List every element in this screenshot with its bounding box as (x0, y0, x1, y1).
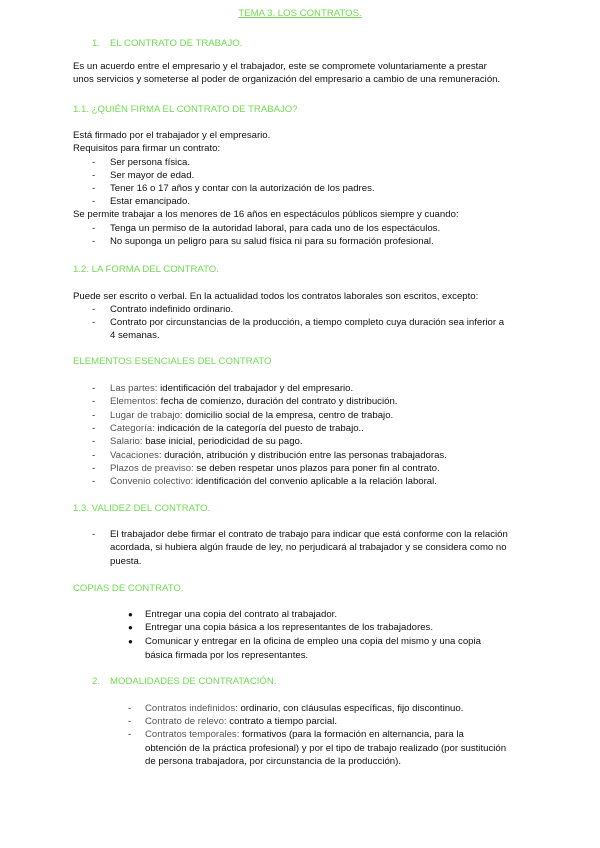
section-heading: EL CONTRATO DE TRABAJO. (110, 38, 243, 49)
item-label: Contratos indefinidos: (145, 703, 238, 714)
list-item (110, 435, 303, 448)
dash-marker: - (92, 450, 96, 461)
item-label: Plazos de preaviso: (110, 463, 194, 474)
list-item (145, 702, 463, 715)
list-item (110, 462, 440, 475)
list-item-continuation: puesta. (110, 556, 142, 567)
list-item: Contrato por circunstancias de la producción, a tiempo completo cuya duración sea inferior a (110, 317, 505, 328)
dash-marker: - (92, 436, 96, 447)
paragraph: Está firmado por el trabajador y el empresario. (73, 130, 271, 141)
paragraph: Requisitos para firmar un contrato: (73, 143, 221, 154)
item-value: ordinario, con cláusulas específicas, fijo discontinuo. (240, 703, 464, 714)
list-item: Tenga un permiso de la autoridad laboral, para cada uno de los espectáculos. (110, 223, 441, 234)
item-label: Contratos temporales: (145, 729, 240, 740)
section-heading: ELEMENTOS ESENCIALES DEL CONTRATO (73, 356, 272, 367)
dash-marker: - (92, 223, 96, 234)
list-item: Ser mayor de edad. (110, 170, 195, 181)
item-value: se deben respetar unos plazos para poner fin al contrato. (196, 463, 440, 474)
item-label: Categoría: (110, 423, 155, 434)
item-label: Vacaciones: (110, 450, 162, 461)
dash-marker: - (92, 463, 96, 474)
item-value: duración, atribución y distribución entre las personas trabajadoras. (164, 450, 447, 461)
item-value: identificación del trabajador y del empresario. (160, 383, 354, 394)
list-item: Entregar una copia básica a los representantes de los trabajadores. (145, 622, 433, 633)
list-item: El trabajador debe firmar el contrato de trabajo para indicar que está conforme con la relación (110, 529, 508, 540)
dash-marker: - (92, 396, 96, 407)
item-label: Convenio colectivo: (110, 476, 194, 487)
list-item-continuation: básica firmada por los representantes. (145, 650, 309, 661)
dash-marker: - (92, 383, 96, 394)
paragraph: Se permite trabajar a los menores de 16 años en espectáculos públicos siempre y cuando: (73, 209, 459, 220)
dash-marker: - (92, 476, 96, 487)
section-number: 1. (92, 38, 101, 49)
item-value: domicilio social de la empresa, centro de trabajo. (185, 410, 394, 421)
dash-marker: - (92, 157, 96, 168)
bullet-marker: ● (128, 637, 133, 646)
section-heading: 1.2. LA FORMA DEL CONTRATO. (73, 264, 219, 275)
paragraph-line: Es un acuerdo entre el empresario y el trabajador, este se compromete voluntariamente a prestar (73, 61, 487, 72)
list-item-continuation: acordada, si hubiera algún fraude de ley, no perjudicará al trabajador y se considera como no (110, 542, 507, 553)
item-label: Contrato de relevo: (145, 716, 227, 727)
dash-marker: - (128, 703, 132, 714)
list-item (110, 449, 447, 462)
list-item: No suponga un peligro para su salud física ni para su formación profesional. (110, 236, 434, 247)
list-item: Ser persona física. (110, 157, 190, 168)
dash-marker: - (92, 196, 96, 207)
item-value: identificación del convenio aplicable a la relación laboral. (195, 476, 437, 487)
section-heading: COPIAS DE CONTRATO. (73, 583, 184, 594)
list-item: Tener 16 o 17 años y contar con la autorización de los padres. (110, 183, 375, 194)
list-item-continuation: de persona trabajadora, por circunstancia de la producción). (145, 756, 401, 767)
dash-marker: - (92, 423, 96, 434)
section-heading: 1.3. VALIDEZ DEL CONTRATO. (73, 503, 211, 514)
list-item (110, 395, 397, 408)
section-heading: MODALIDADES DE CONTRATACIÓN. (110, 676, 277, 687)
list-item: Contrato indefinido ordinario. (110, 304, 234, 315)
paragraph-line: unos servicios y someterse al poder de organización del empresario a cambio de una remuneración. (73, 74, 501, 85)
dash-marker: - (92, 170, 96, 181)
list-item: Entregar una copia del contrato al trabajador. (145, 609, 338, 620)
list-item (145, 715, 337, 728)
dash-marker: - (128, 729, 132, 740)
dash-marker: - (92, 317, 96, 328)
item-label: Salario: (110, 436, 143, 447)
list-item-continuation: obtención de la práctica profesional) y por el tipo de trabajo realizado (por sustitución (145, 743, 507, 754)
dash-marker: - (128, 716, 132, 727)
list-item-continuation: 4 semanas. (110, 330, 160, 341)
dash-marker: - (92, 236, 96, 247)
section-heading: 1.1. ¿QUIÉN FIRMA EL CONTRATO DE TRABAJO? (73, 104, 298, 115)
dash-marker: - (92, 410, 96, 421)
item-label: Elementos: (110, 396, 158, 407)
item-value: fecha de comienzo, duración del contrato y distribución. (160, 396, 398, 407)
list-item (110, 409, 393, 422)
dash-marker: - (92, 183, 96, 194)
item-value: contrato a tiempo parcial. (229, 716, 337, 727)
bullet-marker: ● (128, 623, 133, 632)
item-label: Las partes: (110, 383, 158, 394)
item-value: indicación de la categoría del puesto de trabajo.. (157, 423, 364, 434)
list-item (110, 422, 364, 435)
list-item: Estar emancipado. (110, 196, 190, 207)
dash-marker: - (92, 304, 96, 315)
bullet-marker: ● (128, 610, 133, 619)
list-item (110, 475, 437, 488)
section-number: 2. (92, 676, 101, 687)
list-item (110, 382, 353, 395)
list-item: Comunicar y entregar en la oficina de empleo una copia del mismo y una copia (145, 636, 481, 647)
dash-marker: - (92, 529, 96, 540)
item-value: formativos (para la formación en alternancia, para la (242, 729, 464, 740)
document-title: TEMA 3. LOS CONTRATOS. (238, 8, 362, 19)
item-label: Lugar de trabajo: (110, 410, 183, 421)
paragraph: Puede ser escrito o verbal. En la actualidad todos los contratos laborales son escritos, excepto: (73, 291, 479, 302)
list-item (145, 728, 464, 741)
item-value: base inicial, periodicidad de su pago. (145, 436, 303, 447)
